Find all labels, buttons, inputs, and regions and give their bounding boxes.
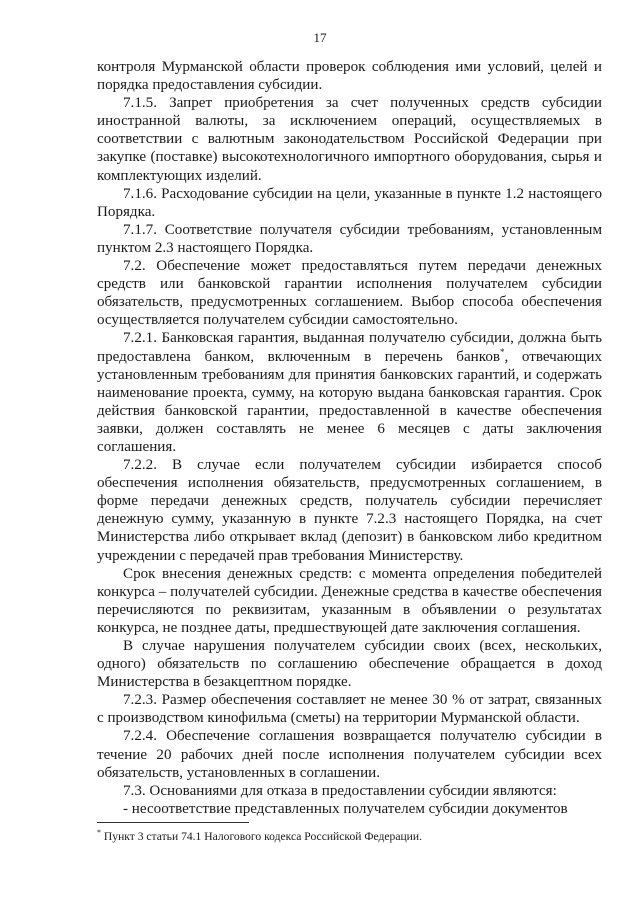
paragraph-7-1-5: 7.1.5. Запрет приобретения за счет полученных средств субсидии иностранной валюты, за исключением операций, осуществляемых в соответствии с валютным законодательством Российской Федерации при закупке (поставке) высокотехнологичного импортного оборудования, сырья и комплектующих изделий. [97, 95, 602, 184]
footnote-text: Пункт 3 статьи 74.1 Налогового кодекса Российской Федерации. [101, 830, 422, 843]
paragraph-7-2-4: 7.2.4. Обеспечение соглашения возвращается получателю субсидии в течение 20 рабочих дней после исполнения получателем субсидии всех обязательств, установленных в соглашении. [97, 728, 602, 781]
paragraph-7-1-7: 7.1.7. Соответствие получателя субсидии требованиям, установленным пунктом 2.3 настоящего Порядка. [97, 221, 602, 256]
paragraph-7-2: 7.2. Обеспечение может предоставляться путем передачи денежных средств или банковской гарантии исполнения получателем субсидии обязательств, предусмотренных соглашением. Выбор способа обеспечения осуществляется получателем субсидии самостоятельно. [97, 258, 602, 329]
page-number: 17 [313, 30, 327, 45]
paragraph-7-2-1-text-before: 7.2.1. Банковская гарантия, выданная получателю субсидии, должна быть предоставлена банком, включенным в перечень банков [97, 330, 602, 365]
footnote-mark: * [97, 828, 101, 838]
paragraph-7-2-2: 7.2.2. В случае если получателем субсидии избирается способ обеспечения исполнения обязательств, предусмотренных соглашением, в форме передачи денежных средств, получатель субсидии перечисляет денежную сумму, указанную в пункте 7.2.3 настоящего Порядка, на счет Министерства либо открывает вклад (депозит) в банковском либо кредитном учреждении с передачей прав требования Министерству. [97, 457, 602, 564]
footnote [97, 830, 602, 844]
paragraph-7-2-1-text-after: , отвечающих установленным требованиям для принятия банковских гарантий, и содержать наименование проекта, сумму, на которую выдана банковская гарантия. Срок действия банковской гарантии, предоставленной в качестве обеспечения заявки, должен составлять не менее 6 месяцев с даты заключения соглашения. [97, 348, 602, 455]
paragraph-7-2-1 [97, 329, 602, 456]
footnote-reference-mark: * [500, 346, 505, 357]
list-item-refusal-ground: - несоответствие представленных получателем субсидии документов [123, 800, 568, 817]
paragraph-deposit-term: Срок внесения денежных средств: с момента определения победителей конкурса – получателей субсидии. Денежные средства в качестве обеспечения перечисляются по реквизитам, указанным в объявлении о результатах конкурса, не позднее даты, предшествующей дате заключения соглашения. [97, 565, 602, 636]
paragraph-violation: В случае нарушения получателем субсидии своих (всех, нескольких, одного) обязательств по соглашению обеспечение обращается в доход Министерства в безакцептном порядке. [97, 638, 602, 691]
paragraph-7-3: 7.3. Основаниями для отказа в предоставлении субсидии являются: [123, 782, 557, 799]
footnote-separator [97, 822, 249, 823]
document-body [97, 58, 602, 818]
paragraph-7-1-6: 7.1.6. Расходование субсидии на цели, указанные в пункте 1.2 настоящего Порядка. [97, 185, 602, 220]
paragraph-7-2-3: 7.2.3. Размер обеспечения составляет не менее 30 % от затрат, связанных с производством кинофильма (сметы) на территории Мурманской области. [97, 692, 602, 727]
paragraph-continuation: контроля Мурманской области проверок соблюдения ими условий, целей и порядка предоставления субсидии. [97, 59, 602, 94]
